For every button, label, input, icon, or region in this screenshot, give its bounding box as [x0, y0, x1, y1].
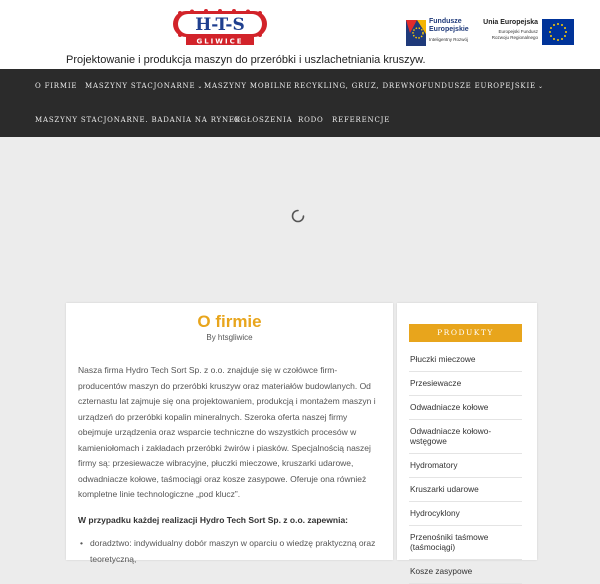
fe-title: Fundusze Europejskie	[429, 18, 469, 33]
sidebar-item-hydrocyklony[interactable]: Hydrocyklony	[409, 502, 522, 526]
nav-label: MASZYNY MOBILNE	[204, 82, 293, 90]
fe-subtitle: Inteligentny Rozwój	[429, 37, 469, 42]
nav-item-fundusze-europejskie[interactable]	[422, 82, 544, 90]
article-lead: W przypadku każdej realizacji Hydro Tech Sort Sp. z o.o. zapewnia:	[78, 514, 349, 525]
fundusze-europejskie-icon	[406, 16, 428, 50]
sidebar-item-kosze-zasypowe[interactable]: Kosze zasypowe	[409, 560, 522, 584]
nav-item-o-firmie[interactable]	[35, 82, 77, 90]
nav-label: O FIRMIE	[35, 82, 78, 90]
nav-item-ogloszenia[interactable]	[234, 116, 292, 124]
logo-subtext: GLIWICE	[196, 37, 244, 46]
products-list	[409, 348, 522, 584]
site-tagline: Projektowanie i produkcja maszyn do przeróbki i uszlachetniania kruszyw.	[66, 54, 426, 66]
nav-label: MASZYNY STACJONARNE	[85, 82, 196, 90]
sidebar-header: PRODUKTY	[409, 324, 522, 342]
nav-item-referencje[interactable]	[332, 116, 390, 124]
article-bullet-list	[78, 536, 381, 567]
article-body	[78, 363, 381, 567]
nav-item-rodo[interactable]	[298, 116, 324, 124]
nav-label: FUNDUSZE EUROPEJSKIE	[422, 82, 536, 90]
ue-title: Unia Europejska	[483, 19, 538, 26]
article-paragraph: Nasza firma Hydro Tech Sort Sp. z o.o. znajduje się w czołówce firm-producentów maszyn do przeróbki kruszyw oraz materiałów budowlanych. Od czternastu lat zajmuje się ona projektowaniem, produkcją i montażem maszyn i urządzeń do przeróbki kopalin mineralnych. Szeroka oferta naszej firmy obejmuje urządzenia oraz wsparcie techniczne do wszystkich procesów w kamieniołomach i zakładach przeróbki żwirów i piasków. Specjalnością naszej firmy są: przesiewacze wibracyjne, płuczki mieczowe, kruszarki udarowe, odwadniacze kołowe, taśmociągi oraz kosze zasypowe. Oferuje ona również kompletne linie technologiczne „pod klucz”.	[78, 365, 376, 499]
nav-item-maszyny-stacjonarne[interactable]	[85, 82, 203, 90]
fundusze-europejskie-text	[429, 18, 485, 44]
unia-europejska-text	[480, 19, 538, 41]
nav-label: OGŁOSZENIA	[234, 116, 293, 124]
ue-subtitle: Europejski Fundusz Rozwoju Regionalnego	[491, 29, 538, 40]
page-title: O firmie	[197, 312, 262, 331]
article-byline: By htsgliwice	[206, 333, 253, 342]
list-item: • doradztwo: indywidualny dobór maszyn w oparciu o wiedzę praktyczną oraz teoretyczną,	[78, 536, 381, 567]
sidebar-item-kruszarki-udarowe[interactable]: Kruszarki udarowe	[409, 478, 522, 502]
nav-label: REFERENCJE	[332, 116, 391, 124]
sidebar-item-pluczki-mieczowe[interactable]: Płuczki mieczowe	[409, 348, 522, 372]
sidebar-item-przenosniki-tasmowe[interactable]: Przenośniki taśmowe (taśmociągi)	[409, 526, 522, 560]
nav-label: RODO	[298, 116, 324, 124]
site-logo[interactable]	[172, 10, 268, 46]
sidebar-item-hydromatory[interactable]: Hydromatory	[409, 454, 522, 478]
logo-text: H-T-S	[195, 15, 245, 35]
sidebar-item-odwadniacze-kolowe[interactable]: Odwadniacze kołowe	[409, 396, 522, 420]
chevron-down-icon: ⌄	[537, 83, 544, 90]
products-sidebar	[397, 303, 537, 576]
nav-item-maszyny-mobilne[interactable]	[204, 82, 292, 90]
nav-label: MASZYNY STACJONARNE. BADANIA NA RYNEK	[35, 116, 241, 124]
eu-flag-icon	[542, 19, 574, 45]
sidebar-item-odwadniacze-kolowo-wstegowe[interactable]: Odwadniacze kołowo-wstęgowe	[409, 420, 522, 454]
main-navigation	[0, 69, 600, 137]
site-header	[0, 0, 600, 69]
article-card	[66, 303, 393, 564]
chevron-down-icon: ⌄	[197, 83, 204, 90]
nav-label: RECYKLING, GRUZ, DREWNO	[294, 82, 423, 90]
loading-spinner-icon	[291, 209, 305, 223]
nav-item-badania-na-rynek[interactable]	[35, 116, 241, 124]
nav-item-recykling[interactable]	[294, 82, 422, 90]
sidebar-item-przesiewacze[interactable]: Przesiewacze	[409, 372, 522, 396]
